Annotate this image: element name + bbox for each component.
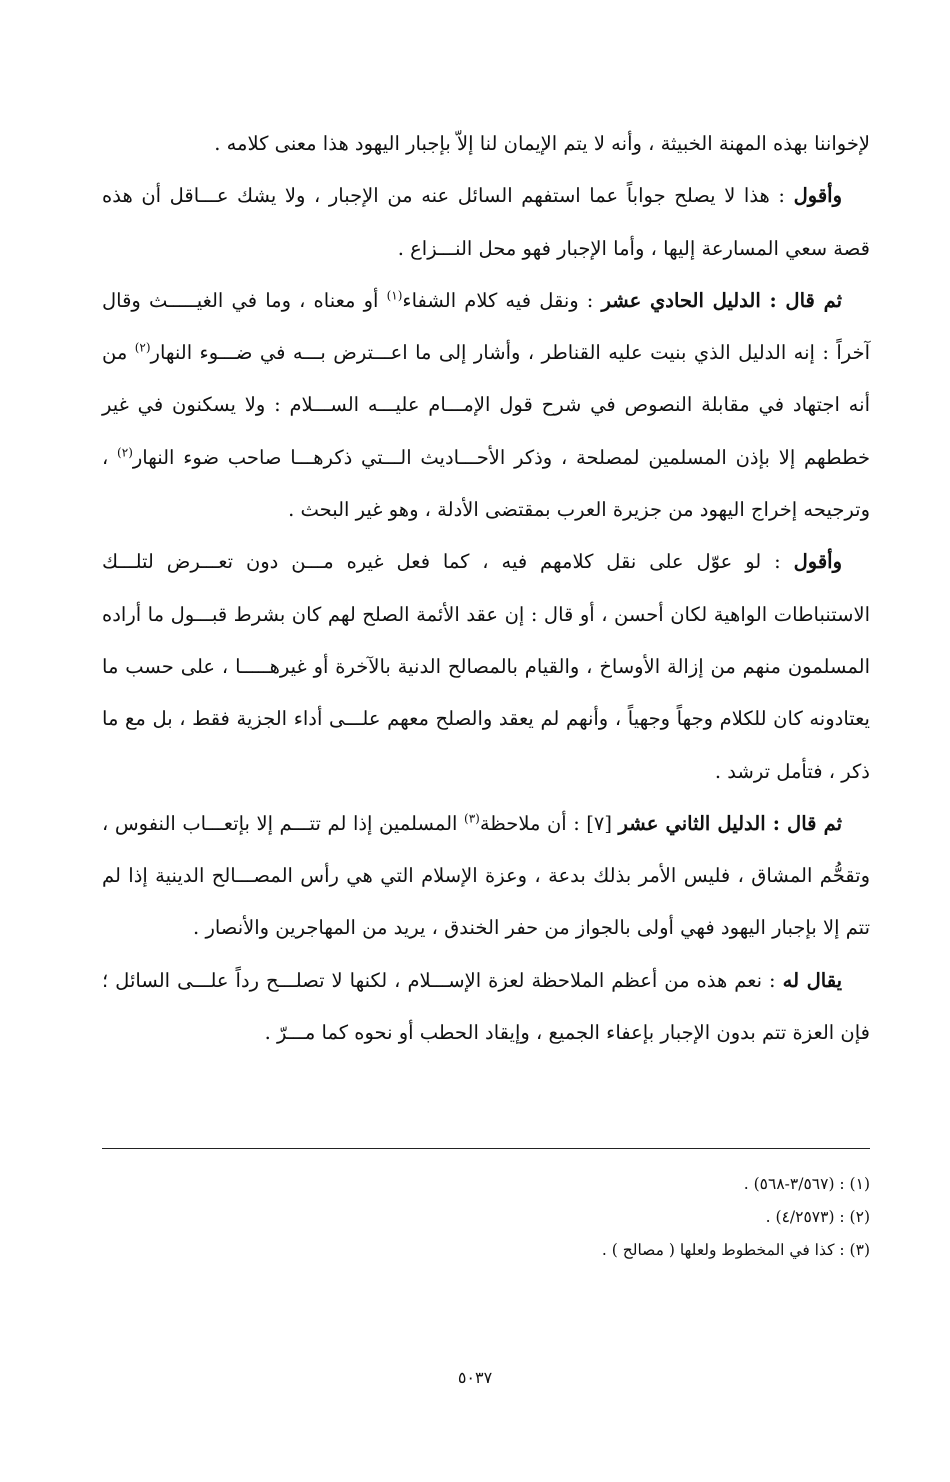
footnotes [102,1168,870,1267]
paragraph-2 [102,170,870,275]
main-text [102,118,870,1059]
footnote-divider [102,1148,870,1149]
paragraph-4 [102,536,870,797]
paragraph-text: أو معناه ، وما في الغيـــــث وقال آخراً : إنه الدليل الذي بنيت عليه القناطر ، وأشار إلى ما اعـــترض بـــه في ضـــوء النهار [102,288,870,365]
paragraph-text: : لو عوّل على نقل كلامهم فيه ، كما فعل غيره مـــن دون تعـــرض لتلـــك الاستنباطات الواهية لكان أحسن ، أو قال : إن عقد الأئمة الصلح لهم كان بشرط قبـــول ما أراده المسلمون منهم من إزالة الأوساخ ، والقيام بالمصالح الدنية بالآخرة أو غيرهـــــا ، على حسب ما يعتادونه كان للكلام وجهاً وجهياً ، وأنهم لم يعقد والصلح معهم علـــى أداء الجزية فقط ، بل مع ما ذكر ، فتأمل ترشد . [102,550,870,783]
paragraph-text: : ونقل فيه كلام الشفاء [402,288,602,312]
paragraph-text: : هذا لا يصلح جواباً عما استفهم السائل عنه من الإجبار ، ولا يشك عـــاقل أن هذه قصة سعي المسارعة إليها ، وأما الإجبار فهو محل النـــزاع . [102,184,870,260]
paragraph-5 [102,798,870,955]
paragraph-lead: وأقول [793,184,842,208]
paragraph-1 [102,118,870,170]
paragraph-text: ، وترجيحه إخراج اليهود من جزيرة العرب بمقتضى الأدلة ، وهو غير البحث . [102,445,870,522]
paragraph-text: : نعم هذه من أعظم الملاحظة لعزة الإســـلام ، لكنها لا تصلـــح رداً علـــى السائل ؛ فإن العزة تتم بدون الإجبار بإعفاء الجميع ، وإيقاد الحطب أو نحوه كما مـــرّ . [102,968,870,1045]
paragraph-lead: ثم قال : الدليل الثاني عشر [618,811,842,835]
paragraph-lead: ثم قال : الدليل الحادي عشر [601,288,842,312]
paragraph-text: من أنه اجتهاد في مقابلة النصوص في شرح قول الإمـــام عليـــه الســـلام : ولا يسكنون في غير خططهم إلا بإذن المسلمين لمصلحة ، وذكر الأحـــاديث الـــتي ذكرهـــا صاحب ضوء النهار [102,341,870,469]
paragraph-3 [102,275,870,536]
footnote-ref-3: (٣) [464,811,480,826]
paragraph-text: المسلمين إذا لم تتـــم إلا بإتعـــاب النفوس ، وتقحُّم المشاق ، فليس الأمر بذلك بدعة ، وعزة الإسلام التي هي رأس المصـــالح الدينية إذا لم تتم إلا بإجبار اليهود فهي أولى بالجواز من حفر الخندق ، يريد من المهاجرين والأنصار . [102,811,870,940]
footnote-1: (١) : (٣/٥٦٧-٥٦٨) . [743,1175,870,1193]
footnote-ref-1: (١) [386,288,403,303]
footnote-ref-2b: (٢) [117,445,133,460]
footnote-2: (٢) : (٤/٢٥٧٣) . [765,1208,870,1226]
footnote-ref-2: (٢) [134,340,151,355]
paragraph-lead: يقال له [782,968,843,992]
paragraph-text: [٧] : أن ملاحظة [479,811,619,835]
page-number: ٥٠٣٧ [457,1368,493,1387]
paragraph-6 [102,955,870,1060]
paragraph-lead: وأقول [793,550,842,574]
paragraph-text: لإخواننا بهذه المهنة الخبيثة ، وأنه لا يتم الإيمان لنا إلاّ بإجبار اليهود هذا معنى كلامه . [214,132,870,155]
footnote-3: (٣) : كذا في المخطوط ولعلها ( مصالح ) . [601,1241,870,1259]
